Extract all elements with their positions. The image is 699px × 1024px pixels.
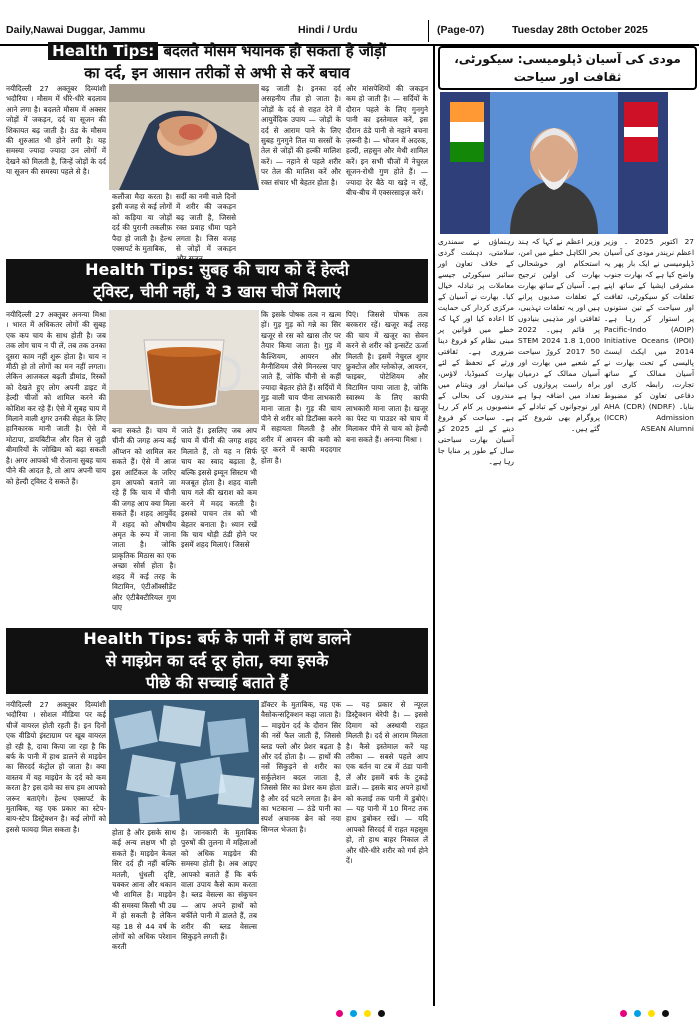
article2-col5: पिएं। जिससे पोषक तत्व बरकरार रहें। खजूर कई तरह की चाय में खजूर का सेवन करने से शरीर को इन्सटेंट ऊर्जा मिलती है। इसमें नेचुरल शुगर फ्रुक्टोज और ग्लोकोज़, आयरन, फाइबर, पोटेशियम और विटामिन पाया जाता है, जोकि स्वास्थ्य के लिए काफी लाभकारी माना जाता है। खजूर का पेस्ट या पाउडर को चाय में मिलाकर पीने से चाय को हेल्दी बना सकते हैं। अनन्या मिश्रा । (346, 310, 428, 444)
masthead-language: Hindi / Urdu (298, 24, 358, 36)
black-dot (378, 1010, 385, 1017)
article1-col2: कलौंजा मैदा करता है। इसी वजह से कई लोगों को कड़िया या जोड़ों दर्द की पुरानी तकलीफ़ पैदा हो जाती है। हेल्थ एक्सपर्ट के मुताबिक, (112, 192, 172, 254)
urdu-col-right: 27 اکتوبر 2025 ۔ وزیر اعظم نریندر مودی کی آسیان ڈپلومیسی نے ایک بار پھر یہ واضح کیا ہے کہ بھارت جنوب مشرقی ایشیا کے ساتھ اپنے تعلقات کو سیکورٹی، ثقافت اور سیاحت کے تین ستونوں پر استوار کر رہا ہے۔ Pacific-Indo (AOIP) Initiative Oceans (IPOI) 2014 میں ایکٹ ایسٹ پالیسی کے تحت بھارت نے آسیان ممالک کے ساتھ تجارت، رابطہ کاری اور دفاعی تعاون کو مضبوط بنایا۔ (NDRF) AHA (CDR) (ICCR) Admission ASEAN Alumni (604, 237, 694, 433)
urdu-col-left: رہنماؤں نے سمندری سلامتی، دہشت گردی کے خلاف تعاون اور سائبر سیکورٹی جیسے معاملات پر تبادلہ خیال کیا۔ بھارت نے آسیان کے مرکزی کردار کی حمایت کا اعادہ کیا اور کہا کہ خطے میں قوانین پر مبنی نظام کو فروغ دینا ضروری ہے۔ ثقافتی ورثے کے تحفظ کے لئے بھارت کمبوڈیا، لاؤس، میانمار اور ویتنام میں مندروں کی بحالی کے منصوبوں پر کام کر رہا ہے۔ سیاحت کو فروغ دینے کے لئے 2025 کو آسیان بھارت سیاحتی سال کے طور پر منایا جا رہا ہے۔ (438, 237, 514, 466)
yellow-dot (648, 1010, 655, 1017)
article3-col2: होता है और इसके साथ कई अन्य लक्षण भी हो सकते हैं। माइग्रेन केवल सिर दर्द ही नहीं बल्कि मतली, धुंधली दृष्टि, चक्कर आना और थकान भी शामिल है। माइग्रेन की समस्या किसी भी उम्र में हो सकती है लेकिन यह 18 से 44 वर्ष के लोगों को अधिक परेशान करती (112, 828, 176, 952)
tea-cup-photo (109, 310, 259, 424)
article3-col3: है। जानकारी के मुताबिक पुरुषों की तुलना में महिलाओं को अधिक माइग्रेन की समस्या होती है। अब आइए आपको बताते हैं कि बर्फ वाला उपाय कैसे काम करता है। ब्लड वेसल्स का संकुचन — आप अपने हाथों को बर्फीले पानी में डालते हैं, तब शरीर की ब्लड वेसल्स सिकुड़ने लगती हैं। (181, 828, 257, 942)
black-dot (662, 1010, 669, 1017)
article3-headline-label: Health Tips: (83, 629, 193, 648)
article2-headline-line2: ट्विस्ट, चीनी नहीं, ये 3 खास चीजें मिलाएं (93, 282, 341, 301)
article1-col4: बढ़ जाती है। इनका दर्द असहनीय तीव्र हो जाता है। जोड़ों के दर्द से राहत देने में आयुर्वेदिक उपाय — जोड़ों के दर्द से आराम पाने के लिए सुबह गुनगुने तिल या सरसों के तेल से जोड़ों की हल्की मालिश करें। — नहाने से पहले शरीर पर तेल की मालिश करें और रक्त संचार भी बेहतर होता है। (261, 84, 341, 187)
cyan-dot (350, 1010, 357, 1017)
article2-col2: बना सकते हैं। चाय में चीनी की जगह अन्य कई ऑप्शन को शामिल कर सकते हैं। ऐसे में आज इस आर्टिकल के जरिए हम आपको बताने जा रहे हैं कि चाय में चीनी की जगह आप क्या मिला सकते हैं। शहद आयुर्वेद में शहद को औषधीय अमृत के रूप में जाना जाता है। जोकि प्राकृतिक मिठास का एक अच्छा सोर्स होता है। शहद में कई तरह के विटामिन, एंटीऑक्सीडेंट और एंटीबैक्टीरियल गुण पाए (112, 426, 176, 612)
yellow-dot (364, 1010, 371, 1017)
cyan-dot (634, 1010, 641, 1017)
article1-headline-label: Health Tips: (48, 42, 158, 60)
article1-col3: सर्दी का नमी वाले दिनों में शरीर की जकड़न बढ़ जाती है, जिससे रक्त प्रवाह धीमा पड़ने लगता है। जिस वजह से जोड़ों में जकड़न (176, 192, 236, 254)
masthead-divider (428, 20, 429, 42)
article1-headline (6, 40, 428, 62)
article1-col5: और मांसपेशियों की जकड़न कम हो जाती है। — सर्दियों के दौरान पहले के लिए गुनगुने पानी का इस्तेमाल करें, इस दौरान ठंडे पानी से नहाने बचना ज़रूरी है। — भोजन में अदरक, हल्दी, लहसुन और मेथी शामिल करें। इन सभी चीजों में नेचुरल सूजन-रोधी गुण होते हैं। — ज्यादा देर बैठे या खड़े न रहें, बीच-बीच में एक्सरसाइज़ करें। (346, 84, 428, 198)
article2-headline-row1 (6, 259, 428, 281)
article2-col4: कि इसके पोषक तत्व न खत्म हों। गुड़ गुड़ को गन्ने का सिर खजूर से रस को खास तौर पर तैयार किया जाता है। गुड़ में कैल्शियम, आयरन और मैग्नीशियम जैसे मिनरल्स पाए जाते हैं, जोकि चीनी से कहीं ज्यादा बेहतर होते हैं। सर्दियों में गुड़ वाली चाय पीना लाभकारी माना जाता है। गुड़ की चाय पीने से शरीर को डिटॉक्स करने में सहायता मिलती है और शरीर में आयरन की कमी को दूर करने में काफी मददगार होता है। (261, 310, 341, 465)
article3-headline-line2: से माइग्रेन का दर्द दूर होता, क्या इसके (105, 651, 329, 670)
article3-headline-row1 (6, 628, 428, 650)
masthead-page-number: (Page-07) (437, 24, 485, 36)
article2-col3: जाते हैं। इसलिए जब आप चाय में चीनी की जगह शहद मिलाते हैं, तो यह न सिर्फ चाय का स्वाद बढ़ाता है, बल्कि इससे इम्यून सिस्टम भी मजबूत होता है। शहद वाली चाय गले की खराश को कम करने में मदद करती है। इसको पाचन तंत्र को भी बेहतर बनाता है। ध्यान रखें कि चाय थोड़ी ठंडी होने पर इसमें शहद मिलाएं। जिससे (181, 426, 257, 550)
ice-cubes-illustration (109, 700, 259, 824)
column-separator (433, 46, 435, 1006)
article1-headline-line1: बदलते मौसम भयानक हो सकता है जोड़ों (163, 42, 386, 60)
article3-headline-line3: पीछे की सच्चाई बताते हैं (145, 673, 289, 692)
registration-marks-right (620, 1010, 669, 1017)
article3-col4: डॉक्टर के मुताबिक, यह एक वैसोकन्सट्रिक्शन कहा जाता है। — माइग्रेन दर्द के दौरान सिर की नसें फैल जाती हैं, जिससे ब्लड फ्लो और प्रेशर बढ़ता है और दर्द होता है। — हाथों की नसें सिकुड़ने से शरीर का सर्कुलेशन बदल जाता है, जिससे सिर का प्रेशर कम होता है और दर्द घटने लगता है। ब्रेन का भटकाना — ठंडे पानी का स्पर्श अचानक ब्रेन को नया सिग्नल भेजता है। (261, 700, 341, 834)
registration-marks-left (336, 1010, 385, 1017)
article2-headline-band (6, 259, 428, 303)
article3-col5: — यह प्रकार से न्यूरल डिस्ट्रैक्शन थेरेपी है। — इससे दिमाग को अस्थायी राहत मिलती है। दर्द से आराम मिलता है। कैसे इस्तेमाल करें यह तरीका — सबसे पहले आप एक बर्तन या टब में ठंडा पानी लें और इसमें बर्फ के टुकड़े डालें। — इसके बाद अपने हाथों को कलाई तक पानी में डुबोएं। — यह पानी में 10 मिनट तक हाथ डुबोकर रखें। — यदि आपको सिरदर्द में राहत महसूस हो, तो हाथ बाहर निकाल लें और धीरे-धीरे शरीर को गर्म होने दें। (346, 700, 428, 866)
ice-cubes-photo (109, 700, 259, 824)
magenta-dot (336, 1010, 343, 1017)
masthead-date: Tuesday 28th October 2025 (512, 24, 648, 36)
article2-headline-label: Health Tips: (85, 260, 195, 279)
article2-headline-line1: सुबह की चाय को दें हेल्दी (199, 260, 349, 279)
urdu-headline-box (438, 46, 697, 90)
article3-col1: नयीदिल्ली 27 अक्तूबर दिव्यांशी भदौरिया । सोशल मीडिया पर कई चीजें वायरल होती रहती हैं। इन दिनों एक वीडियो इंस्टाग्राम पर खूब वायरल हो रही है, दावा किया जा रहा है कि बर्फ के पानी में हाथ डालने से माइग्रेन का सिरदर्द कंट्रोल हो जाता है। क्या वास्तव में यह माइग्रेन के दर्द को कम करता है? इस दावे का सच हम आपको जरूर बताएंगे। हेल्थ एक्सपर्ट के मुताबिक, यह एक प्रकार का स्टेप-बाय-स्टेप डिस्ट्रेक्शन है। कई लोगों को इससे फायदा मिल सकता है। (6, 700, 106, 834)
masthead-paper-name: Daily,Nawai Duggar, Jammu (6, 24, 146, 36)
article2-col1: नयीदिल्ली 27 अक्तूबर अनन्या मिश्रा । भारत में अधिकतर लोगों की सुबह एक कप चाय के साथ होती है। जब तक लोग चाय न पी लें, तब तक उनका दूसरा काम नहीं शुरू होता है। चाय न मीठी हो तो लोगों का मन नहीं लगता। लेकिन आजकल बढ़ती डीमांड, रिस्कों को देखते हुए लोग अपनी डाइट में हेल्दी चीजों को शामिल करने की कोशिश कर रहे हैं। ऐसे में सुबह चाय में मिलाने वाली शुगर उनकी सेहत के लिए हानिकारक मानी जाती है। ऐसे में मोटापा, डायबिटीज और दिल से जुड़ी बीमारियों के जोखिम को बढ़ा सकती है। अगर आपको भी रोजाना सुबह चाय पीने की आदत है, तो आप अपनी चाय को हेल्दी ट्विस्ट दे सकते हैं। (6, 310, 106, 486)
urdu-headline: مودی کی آسیان ڈپلومیسی: سیکورٹی، ثقافت اور سیاحت (454, 52, 681, 84)
article3-headline-line1: बर्फ के पानी में हाथ डालने (197, 629, 351, 648)
urdu-col-middle: وزیر اعظم نے کہا کہ ہند بحر الکاہل خطے میں امن، استحکام اور خوشحالی بھارت کی اولین ترجیح ہے۔ آسیان کے ساتھ بھارت کے تعلقات صدیوں پرانے ہیں اور یہ تعلقات تہذیبی، ثقافتی اور مذہبی بنیادوں پر قائم ہیں۔ 2022 STEM 2024 1.8 1,000 2017 50 کروڑ سیاحت کے شعبے میں بھارت اور آسیان ممالک کے درمیان براہ راست پروازوں کی تعداد میں اضافہ ہوا ہے اور نوجوانوں کے تبادلے کے پروگرام بھی شروع کئے گئے ہیں۔ (518, 237, 601, 433)
modi-photo (440, 92, 668, 234)
knee-pain-illustration (109, 84, 259, 190)
modi-illustration (440, 92, 668, 234)
magenta-dot (620, 1010, 627, 1017)
knee-pain-photo (109, 84, 259, 190)
article1-col1: नयीदिल्ली 27 अक्तूबर दिव्यांशी भदौरिया । मौसम में धीरे-धीरे बदलाव आने लगा है। बदलते मौसम में अक्सर जोड़ों में जकड़न, दर्द या सूजन की शिकायत बढ़ जाती है। ठंड के मौसम की शुरुआत भी होने लगी है। यह समस्या ज्यादा ज्यादा उन लोगों में देखने को मिलती है, जिन्हें जोड़ों के दर्द या सूजन की समस्या पहले से है। (6, 84, 106, 177)
article3-headline-band (6, 628, 428, 694)
article1-headline-line2: का दर्द, इन आसान तरीकों से अभी से करें बचाव (84, 64, 350, 82)
tea-cup-illustration (109, 310, 259, 424)
